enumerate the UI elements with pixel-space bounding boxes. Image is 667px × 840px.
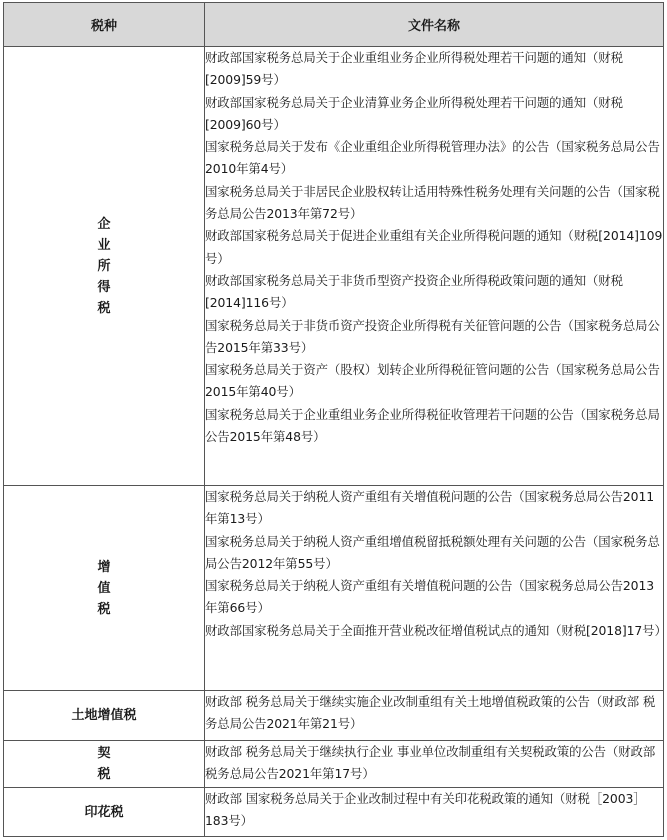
tax-type-char: 税 xyxy=(97,601,111,617)
table-row-stamp-tax xyxy=(4,788,664,837)
table-row-land-vat xyxy=(4,691,664,741)
table-header-row xyxy=(4,3,664,47)
document-item: 国家税务总局关于资产（股权）划转企业所得税征管问题的公告（国家税务总局公告2015年第40号） xyxy=(205,362,660,400)
tax-documents-table xyxy=(3,2,667,837)
document-list-cell xyxy=(205,741,664,788)
document-item: 国家税务总局关于非居民企业股权转让适用特殊性税务处理有关问题的公告（国家税务总局公告2013年第72号） xyxy=(205,183,660,222)
header-document-name: 文件名称 xyxy=(205,3,664,47)
tax-type-cell xyxy=(4,47,205,486)
document-item: 国家税务总局关于纳税人资产重组有关增值税问题的公告（国家税务总局公告2013年第66号） xyxy=(205,578,655,616)
tax-type-char: 契 xyxy=(97,746,111,761)
tax-type-char: 企 xyxy=(97,216,111,232)
tax-type-char: 业 xyxy=(97,237,111,253)
tax-type-label: 土地增值税 xyxy=(71,708,137,723)
tax-type-label: 印花税 xyxy=(84,804,124,820)
document-item: 国家税务总局关于纳税人资产重组增值税留抵税额处理有关问题的公告（国家税务总局公告2012年第55号） xyxy=(205,533,660,571)
tax-type-cell xyxy=(4,486,205,691)
tax-type-char: 得 xyxy=(97,279,111,295)
document-item: 财政部国家税务总局关于企业重组业务企业所得税处理若干问题的通知（财税[2009]59号） xyxy=(205,50,623,88)
tax-type-char: 值 xyxy=(97,580,111,596)
table-row-enterprise-income-tax xyxy=(4,47,664,486)
table-row-vat xyxy=(4,486,664,691)
document-list-cell xyxy=(205,788,664,837)
tax-type-cell xyxy=(4,691,205,741)
document-list-cell xyxy=(205,691,664,741)
table-row-deed-tax xyxy=(4,741,664,788)
tax-type-char: 税 xyxy=(97,767,111,782)
document-item: 财政部 税务总局关于继续执行企业 事业单位改制重组有关契税政策的公告（财政部 税务总局公告2021年第17号） xyxy=(205,744,656,782)
document-item: 国家税务总局关于企业重组业务企业所得税征收管理若干问题的公告（国家税务总局公告2015年第48号） xyxy=(205,406,660,445)
header-tax-type: 税种 xyxy=(4,3,205,47)
tax-type-char: 税 xyxy=(97,300,111,316)
document-list-cell xyxy=(205,47,664,486)
tax-type-cell xyxy=(4,788,205,837)
document-item: 国家税务总局关于发布《企业重组企业所得税管理办法》的公告（国家税务总局公告2010年第4号） xyxy=(205,139,660,177)
tax-type-char: 所 xyxy=(97,258,111,274)
document-item: 财政部 国家税务总局关于企业改制过程中有关印花税政策的通知（财税［2003］183号） xyxy=(205,791,646,829)
tax-type-char: 增 xyxy=(97,559,111,575)
tax-type-cell xyxy=(4,741,205,788)
document-item: 财政部国家税务总局关于促进企业重组有关企业所得税问题的通知（财税[2014]109号） xyxy=(205,228,663,266)
document-item: 财政部国家税务总局关于全面推开营业税改征增值税试点的通知（财税[2018]17号） xyxy=(205,622,667,638)
document-item: 财政部国家税务总局关于非货币型资产投资企业所得税政策问题的通知（财税[2014]116号） xyxy=(205,272,623,311)
document-item: 财政部 税务总局关于继续实施企业改制重组有关土地增值税政策的公告（财政部 税务总局公告2021年第21号） xyxy=(205,694,656,732)
document-item: 国家税务总局关于纳税人资产重组有关增值税问题的公告（国家税务总局公告2011年第13号） xyxy=(205,489,655,527)
document-item: 财政部国家税务总局关于企业清算业务企业所得税处理若干问题的通知（财税[2009]60号） xyxy=(205,94,623,132)
document-item: 国家税务总局关于非货币资产投资企业所得税有关征管问题的公告（国家税务总局公告2015年第33号） xyxy=(205,317,660,355)
document-list-cell xyxy=(205,486,667,691)
